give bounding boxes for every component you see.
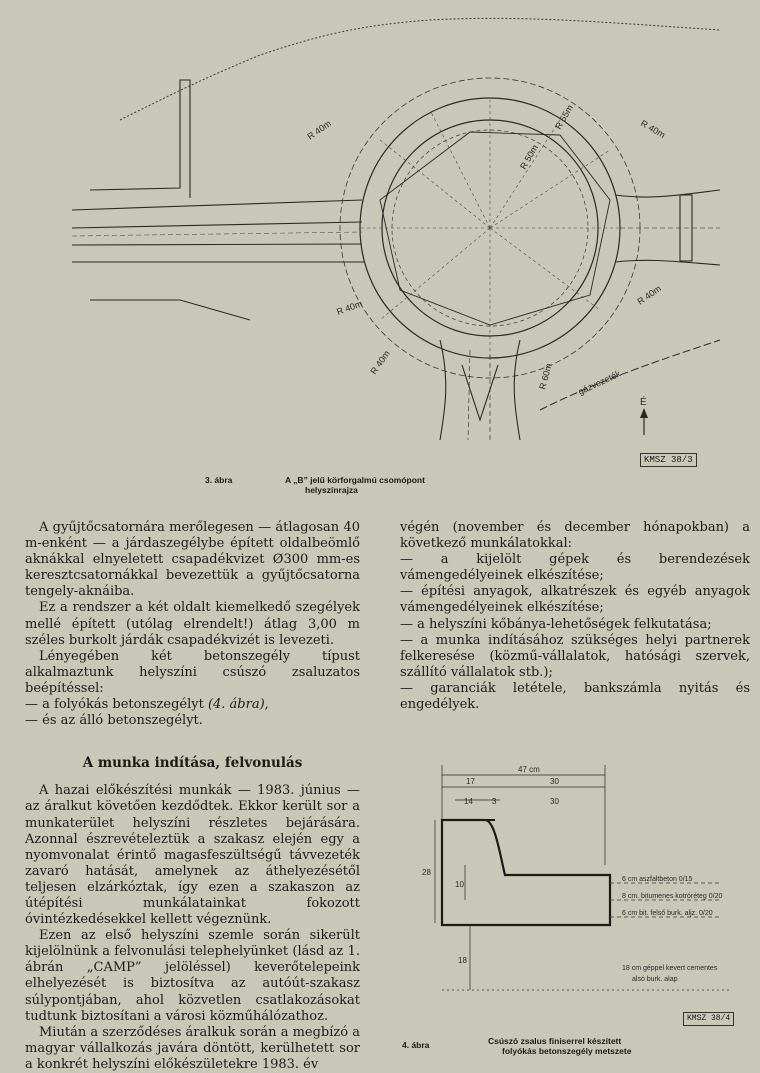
left-list-item-2: — és az álló betonszegélyt. — [25, 713, 203, 729]
figure-3-caption-line-1: A „B” jelű körforgalmú csomópont — [285, 475, 425, 485]
label-r55: R 55m — [553, 103, 575, 131]
list-item-punct: , — [264, 697, 269, 713]
east-approach-road — [615, 190, 720, 265]
left-paragraph-6: Miután a szerződéses áralkuk során a megbízó a magyar vállalkozás javára döntött, kerülhetett sor a konkrét helyszíni előkészületekre 1983. év — [25, 1024, 360, 1072]
left-paragraph-4: A hazai előkészítési munkák — 1983. június — az áralkut követően kezdődtek. Ekkor került sor a munkaterület helyszíni részletes bejárására. Azonnal észrevételeztük a szakasz elején egy a nyomvonalat érintő magasfeszültségű távvezeték zavaró hatását, amelynek az áthelyezésétől teljesen elzárkóztak, így ezen a szakaszon az útépítési munkálatainkat fokozott óvintézkedésekkel kellett végeznünk. — [25, 783, 360, 928]
label-r50: R 50m — [518, 143, 540, 171]
layer-5-label: alsó burk. alap — [632, 976, 678, 983]
right-column — [400, 520, 750, 713]
figure-4-stamp: KMSZ 38/4 — [683, 1012, 734, 1026]
dim-h1: 28 — [422, 868, 431, 877]
figure-3-stamp: KMSZ 38/3 — [640, 453, 697, 467]
dim-h3: 18 — [458, 956, 467, 965]
south-approach-road — [440, 340, 520, 440]
dim-a: 17 — [466, 777, 475, 786]
dim-c: 14 — [464, 797, 473, 806]
curb-section-drawing — [400, 745, 760, 1045]
label-r40-a: R 40m — [305, 118, 333, 142]
figure-4-caption-line-1: Csúszó zsalus finiserrel készített — [488, 1036, 622, 1046]
figure-4-cross-section — [400, 745, 760, 1045]
left-paragraph-5: Ezen az első helyszíni szemle során sikerült kijelölnünk a felvonulási telephelyünket (lásd az 1. ábrán „CAMP” jelöléssel) keverőtelepeink elhelyezését is biztosítva az autóút-szakasz súlypontjában, ahol közvetlen csatlakozásokat tudtunk biztosítani a városi közműhálózathoz. — [25, 928, 360, 1024]
terrain-boundary — [120, 18, 720, 120]
figure-3-site-plan — [0, 0, 760, 500]
label-gas-pipe: gázvezeték — [576, 368, 623, 397]
curb-profile — [442, 820, 610, 925]
gas-pipeline — [540, 340, 720, 410]
label-r40-b: R 40m — [639, 118, 667, 140]
dim-b: 30 — [550, 777, 559, 786]
right-list-item-5: — garanciák letétele, bankszámla nyitás és engedélyek. — [400, 680, 750, 713]
figure-4-caption-line-2: folyókás betonszegély metszete — [502, 1046, 632, 1056]
radial-lines — [360, 100, 620, 358]
figure-ref: (4. ábra) — [207, 697, 265, 713]
right-paragraph-1: végén (november és december hónapokban) a következő munkálatokkal: — [400, 520, 750, 552]
left-paragraph-2: Ez a rendszer a két oldalt kiemelkedő szegélyek mellé épített (utólag elrendelt!) átlag 3,00 m széles burkolt járdák csapadékvizét is levezeti. — [25, 600, 360, 648]
layer-3-label: 6 cm bit. felső burk. aljz. 0/20 — [622, 910, 713, 917]
roundabout-drawing — [0, 0, 760, 500]
left-paragraph-3: Lényegében két betonszegély típust alkalmaztunk helyszíni csúszó zsaluzatos beépítéssel: — [25, 648, 360, 696]
figure-3-caption-line-2: helyszínrajza — [305, 485, 358, 495]
dim-e: 30 — [550, 797, 559, 806]
north-label: É — [640, 397, 647, 408]
left-column — [25, 520, 360, 1073]
layer-2-label: 8 cm. bitumenes kotróréteg 0/20 — [622, 893, 723, 900]
dim-h2: 10 — [455, 880, 464, 889]
dim-d: 3 — [492, 797, 497, 806]
island-polygon — [380, 132, 610, 325]
label-r40-d: R 40m — [368, 348, 392, 377]
layer-1-label: 6 cm aszfaltbeton 0/15 — [622, 876, 693, 883]
left-paragraph-1: A gyűjtőcsatornára merőlegesen — átlagosan 40 m-enként — a járdaszegélybe épített oldalbeömlő aknákkal elnyeletett csapadékvizet Ø300 mm-es keresztcsatornákkal bevezettük a gyűjtőcsatorna tengely-aknáiba. — [25, 520, 360, 600]
west-road-centerline — [72, 232, 362, 236]
right-list-item-3: — a helyszíni kőbánya-lehetőségek felkutatása; — [400, 616, 712, 632]
label-r40-c: R 40m — [635, 283, 663, 307]
figure-3-number: 3. ábra — [205, 475, 233, 485]
list-item-text: — a folyókás betonszegélyt — [25, 697, 204, 713]
figure-4-number: 4. ábra — [402, 1040, 430, 1050]
layer-4-label: 18 cm géppel kevert cementes — [622, 965, 718, 972]
north-arrowhead-icon — [640, 408, 648, 418]
dim-total: 47 cm — [518, 765, 540, 774]
right-list-item-1: — a kijelölt gépek és berendezések vámengedélyeinek elkészítése; — [400, 552, 750, 584]
section-heading: A munka indítása, felvonulás — [82, 755, 303, 772]
west-approach-road — [72, 80, 365, 320]
right-list-item-4: — a munka indításához szükséges helyi partnerek felkeresése (közmű-vállalatok, hatósági szervek, szállító vállalatok stb.); — [400, 632, 750, 680]
left-list-item-1 — [25, 697, 360, 713]
label-r40-e: R 40m — [335, 298, 364, 317]
label-r60: R 60m — [537, 362, 554, 391]
right-list-item-2: — építési anyagok, alkatrészek és egyéb anyagok vámengedélyeinek elkészítése; — [400, 584, 750, 616]
